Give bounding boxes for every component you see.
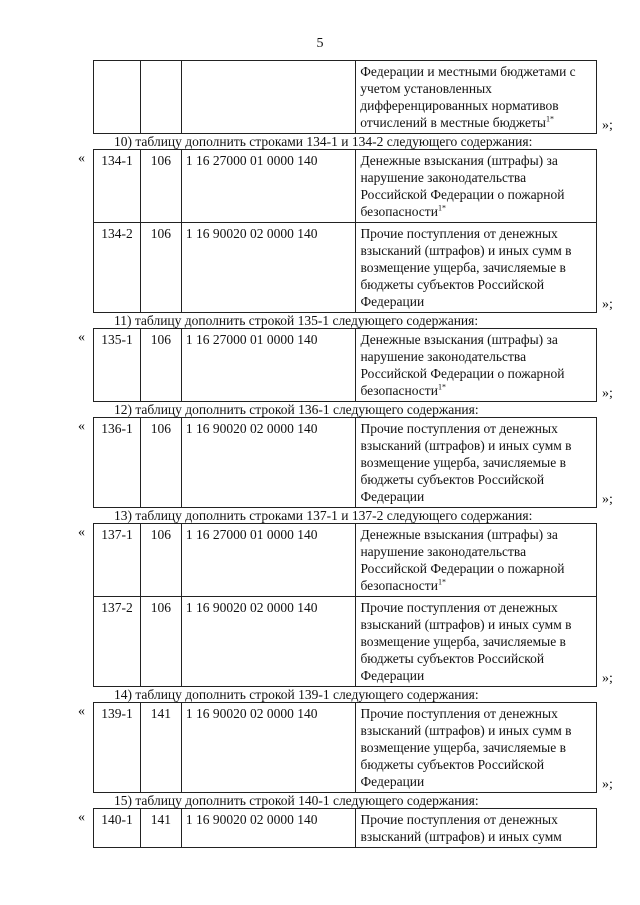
page-number: 5	[316, 36, 324, 51]
revenue-description: Прочие поступления от денежных взысканий (штрафов) и иных сумм в возмещение ущерба, зачисляемые в бюджеты субъектов Российской Федерации	[356, 703, 597, 793]
close-quote: »;	[602, 386, 613, 401]
row-number: 134-1	[94, 150, 141, 223]
revenue-description: Прочие поступления от денежных взысканий (штрафов) и иных сумм в возмещение ущерба, зачисляемые в бюджеты субъектов Российской Федерации	[356, 597, 597, 687]
row-number: 137-1	[94, 524, 141, 597]
open-quote: «	[78, 419, 85, 434]
row-number: 139-1	[94, 703, 141, 793]
table-row	[94, 150, 597, 223]
budget-code: 1 16 27000 01 0000 140	[181, 150, 356, 223]
budget-code: 1 16 90020 02 0000 140	[181, 418, 356, 508]
revenue-description: Федерации и местными бюджетами с учетом установленных дифференцированных нормативов отчислений в местные бюджеты$^{1*}$	[356, 61, 597, 134]
budget-code: 1 16 90020 02 0000 140	[181, 809, 356, 848]
close-quote: »;	[602, 777, 613, 792]
revenue-table	[93, 149, 597, 313]
revenue-description: Денежные взыскания (штрафы) за нарушение законодательства Российской Федерации о пожарной безопасности$^{1*}$	[356, 150, 597, 223]
revenue-description: Прочие поступления от денежных взысканий (штрафов) и иных сумм в возмещение ущерба, зачисляемые в бюджеты субъектов Российской Федерации	[356, 418, 597, 508]
budget-code: 1 16 90020 02 0000 140	[181, 703, 356, 793]
open-quote: «	[78, 151, 85, 166]
close-quote: »;	[602, 297, 613, 312]
close-quote: »;	[602, 118, 613, 133]
table-block	[0, 417, 640, 508]
footnote-mark: 1*	[437, 203, 446, 213]
table-block	[0, 702, 640, 793]
revenue-table	[93, 702, 597, 793]
amendment-heading: 13) таблицу дополнить строками 137-1 и 137-2 следующего содержания:	[114, 508, 533, 523]
row-number: 140-1	[94, 809, 141, 848]
revenue-table	[93, 523, 597, 687]
budget-code: 1 16 27000 01 0000 140	[181, 524, 356, 597]
amendment-heading: 14) таблицу дополнить строкой 139-1 следующего содержания:	[114, 687, 479, 702]
footnote-mark: 1*	[437, 577, 446, 587]
row-number: 135-1	[94, 329, 141, 402]
budget-code	[181, 61, 356, 134]
admin-code: 141	[140, 809, 181, 848]
table-row	[94, 223, 597, 313]
admin-code	[140, 61, 181, 134]
revenue-table	[93, 60, 597, 134]
open-quote: «	[78, 704, 85, 719]
row-number: 137-2	[94, 597, 141, 687]
budget-code: 1 16 27000 01 0000 140	[181, 329, 356, 402]
revenue-table	[93, 417, 597, 508]
table-block	[0, 808, 640, 848]
table-row	[94, 418, 597, 508]
admin-code: 106	[140, 524, 181, 597]
table-block	[0, 149, 640, 313]
amendment-heading: 12) таблицу дополнить строкой 136-1 следующего содержания:	[114, 402, 479, 417]
admin-code: 106	[140, 597, 181, 687]
admin-code: 106	[140, 150, 181, 223]
table-row	[94, 329, 597, 402]
table-block	[0, 60, 640, 134]
row-number: 136-1	[94, 418, 141, 508]
budget-code: 1 16 90020 02 0000 140	[181, 597, 356, 687]
table-row	[94, 61, 597, 134]
admin-code: 141	[140, 703, 181, 793]
open-quote: «	[78, 525, 85, 540]
row-number	[94, 61, 141, 134]
close-quote: »;	[602, 492, 613, 507]
footnote-mark: 1*	[545, 114, 554, 124]
revenue-description: Прочие поступления от денежных взысканий (штрафов) и иных сумм	[356, 809, 597, 848]
admin-code: 106	[140, 418, 181, 508]
revenue-description: Денежные взыскания (штрафы) за нарушение законодательства Российской Федерации о пожарной безопасности$^{1*}$	[356, 524, 597, 597]
table-block	[0, 328, 640, 402]
budget-code: 1 16 90020 02 0000 140	[181, 223, 356, 313]
footnote-mark: 1*	[437, 382, 446, 392]
row-number: 134-2	[94, 223, 141, 313]
close-quote: »;	[602, 671, 613, 686]
table-block	[0, 523, 640, 687]
open-quote: «	[78, 330, 85, 345]
table-row	[94, 703, 597, 793]
amendment-heading: 15) таблицу дополнить строкой 140-1 следующего содержания:	[114, 793, 479, 808]
document-body	[0, 60, 640, 848]
table-row	[94, 524, 597, 597]
revenue-table	[93, 328, 597, 402]
revenue-table	[93, 808, 597, 848]
amendment-heading: 11) таблицу дополнить строкой 135-1 следующего содержания:	[114, 313, 479, 328]
revenue-description: Денежные взыскания (штрафы) за нарушение законодательства Российской Федерации о пожарной безопасности$^{1*}$	[356, 329, 597, 402]
table-row	[94, 809, 597, 848]
amendment-heading: 10) таблицу дополнить строками 134-1 и 134-2 следующего содержания:	[114, 134, 533, 149]
table-row	[94, 597, 597, 687]
admin-code: 106	[140, 329, 181, 402]
open-quote: «	[78, 810, 85, 825]
admin-code: 106	[140, 223, 181, 313]
revenue-description: Прочие поступления от денежных взысканий (штрафов) и иных сумм в возмещение ущерба, зачисляемые в бюджеты субъектов Российской Федерации	[356, 223, 597, 313]
